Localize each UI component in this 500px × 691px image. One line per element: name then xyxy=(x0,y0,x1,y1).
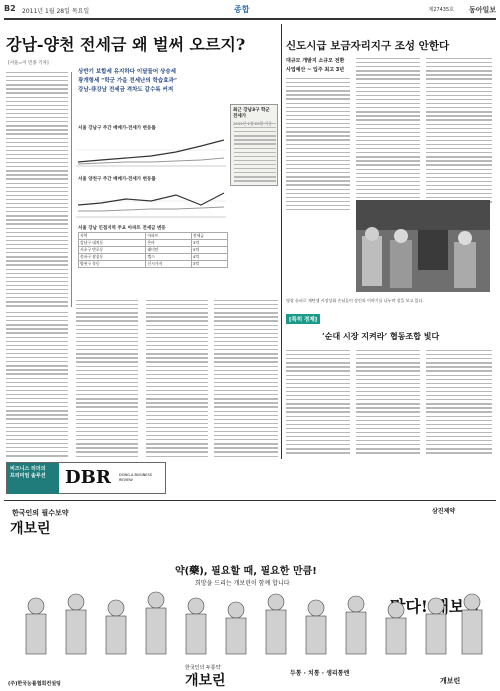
chart1 xyxy=(76,132,228,168)
gaeborin-slogan: 맛다! 개보린 xyxy=(390,597,480,616)
subhead-1: 상반기 보합세 유지하다 이달들어 상승세 xyxy=(78,69,176,75)
table-cell: 신시가지 xyxy=(146,261,191,268)
dbr-line1: 비즈니스 리더의 xyxy=(10,466,46,472)
page-number: B2 xyxy=(4,4,16,13)
rent-table xyxy=(78,232,228,268)
foot-right: 개보린 xyxy=(440,677,461,685)
column-body-col2 xyxy=(356,350,420,456)
left-subheads xyxy=(78,68,228,95)
gaeborin-tagline: 두통 · 치통 · 생리통엔 xyxy=(290,670,350,677)
column-tag: [특히 경제] xyxy=(286,314,320,324)
table-cell: 양천구 목동 xyxy=(79,261,146,268)
market-photo xyxy=(356,200,490,292)
gaeborin-sub: 희망을 드리는 개보린이 함께 합니다 xyxy=(195,580,290,587)
table-cell: 아파트 xyxy=(146,233,191,240)
table-cell: 전세금 xyxy=(191,233,227,240)
gaeborin-headline: 약(藥), 필요할 때, 필요한 만큼! xyxy=(175,566,317,577)
info-box xyxy=(230,104,278,186)
info-box-title: 최근 강남3구 학군 전세가 xyxy=(233,108,270,119)
table-cell: 엘스 xyxy=(146,254,191,261)
table-cell: 지역 xyxy=(79,233,146,240)
table-title: 서울 강남 인접지역 주요 아파트 전세금 변동 xyxy=(78,226,166,231)
right-body-col2 xyxy=(356,58,420,205)
table-cell: 강남구 대치동 xyxy=(79,240,146,247)
right-headline: 신도시급 보금자리지구 조성 안한다 xyxy=(286,40,450,52)
chart1-title: 서울 강남구 주간 매매가-전세가 변동률 xyxy=(78,126,156,131)
issue-number: 제27435호 xyxy=(428,7,454,13)
left-headline: 강남-양천 전세금 왜 벌써 오르지? xyxy=(6,35,246,54)
right-subhead: 대규모 개발지 소규모 전환 xyxy=(286,58,345,64)
table-cell: 3억 xyxy=(191,261,227,268)
left-body-col3 xyxy=(146,300,208,460)
right-subhead2: 사업예산 ~ 입주 최고 3년 xyxy=(286,67,345,73)
right-body-col3 xyxy=(426,58,492,205)
column-body-col3 xyxy=(426,350,492,456)
gaeborin-company: 삼진제약 xyxy=(432,508,456,515)
left-body-col1 xyxy=(6,72,68,309)
dbr-ad xyxy=(6,462,166,494)
issue-date: 2011년 1월 28일 목요일 xyxy=(22,8,90,15)
left-body-col4 xyxy=(214,300,278,460)
dbr-logo-sub: DONG-A BUSINESS REVIEW xyxy=(119,473,152,482)
ad-rule xyxy=(4,500,496,501)
left-byline: [서울=이 민종 기자] xyxy=(8,61,49,66)
gaeborin-bottom-brand: 개보린 xyxy=(185,673,226,689)
dbr-logo: DBR xyxy=(65,467,111,488)
table-cell: 5억 xyxy=(191,247,227,254)
section-label: 종합 xyxy=(234,5,250,14)
table-cell: 서초구 반포동 xyxy=(79,247,146,254)
table-cell: 3억 xyxy=(191,240,227,247)
column-body-col1 xyxy=(286,350,350,456)
paper-name: 동아일보 xyxy=(468,6,496,14)
right-body-col1 xyxy=(286,78,350,213)
subhead-3: 강남-非강남 전세금 격차도 갈수록 커져 xyxy=(78,87,174,93)
gaeborin-brand-top: 한국인의 필수보약 xyxy=(12,509,69,517)
crowd-illustration xyxy=(6,588,494,660)
chart2-title: 서울 양천구 주간 매매가-전세가 변동률 xyxy=(78,177,156,182)
main-divider xyxy=(281,24,282,459)
table-cell: 송파구 잠실동 xyxy=(79,254,146,261)
subhead-2: 광개형세 “학군 가을 전세난의 학습효과” xyxy=(78,78,177,84)
gaeborin-brand-name: 개보린 xyxy=(10,521,51,537)
dbr-line2: 프리미엄 솔루션 xyxy=(10,473,46,479)
table-cell: 은마 xyxy=(146,240,191,247)
masthead-rule xyxy=(4,18,496,20)
table-cell: 4억 xyxy=(191,254,227,261)
left-body-col2 xyxy=(76,300,138,460)
foot-left: (주)한국능률협회컨설팅 xyxy=(8,681,61,687)
table-cell: 래미안 xyxy=(146,247,191,254)
left-body-col1b xyxy=(6,312,68,459)
photo-caption: 명장 슈퍼로 재탄생 시장상회 손님들이 상인과 이야기를 나누며 장을 보고 있다. xyxy=(286,298,424,303)
col-divider xyxy=(71,72,72,307)
masthead xyxy=(4,3,496,17)
chart2 xyxy=(76,183,228,219)
column-headline: ‘순대 시장 지켜라’ 협동조합 빛다 xyxy=(322,331,440,341)
gaeborin-bottom-sub: 한국인의 두통약 xyxy=(185,665,221,671)
